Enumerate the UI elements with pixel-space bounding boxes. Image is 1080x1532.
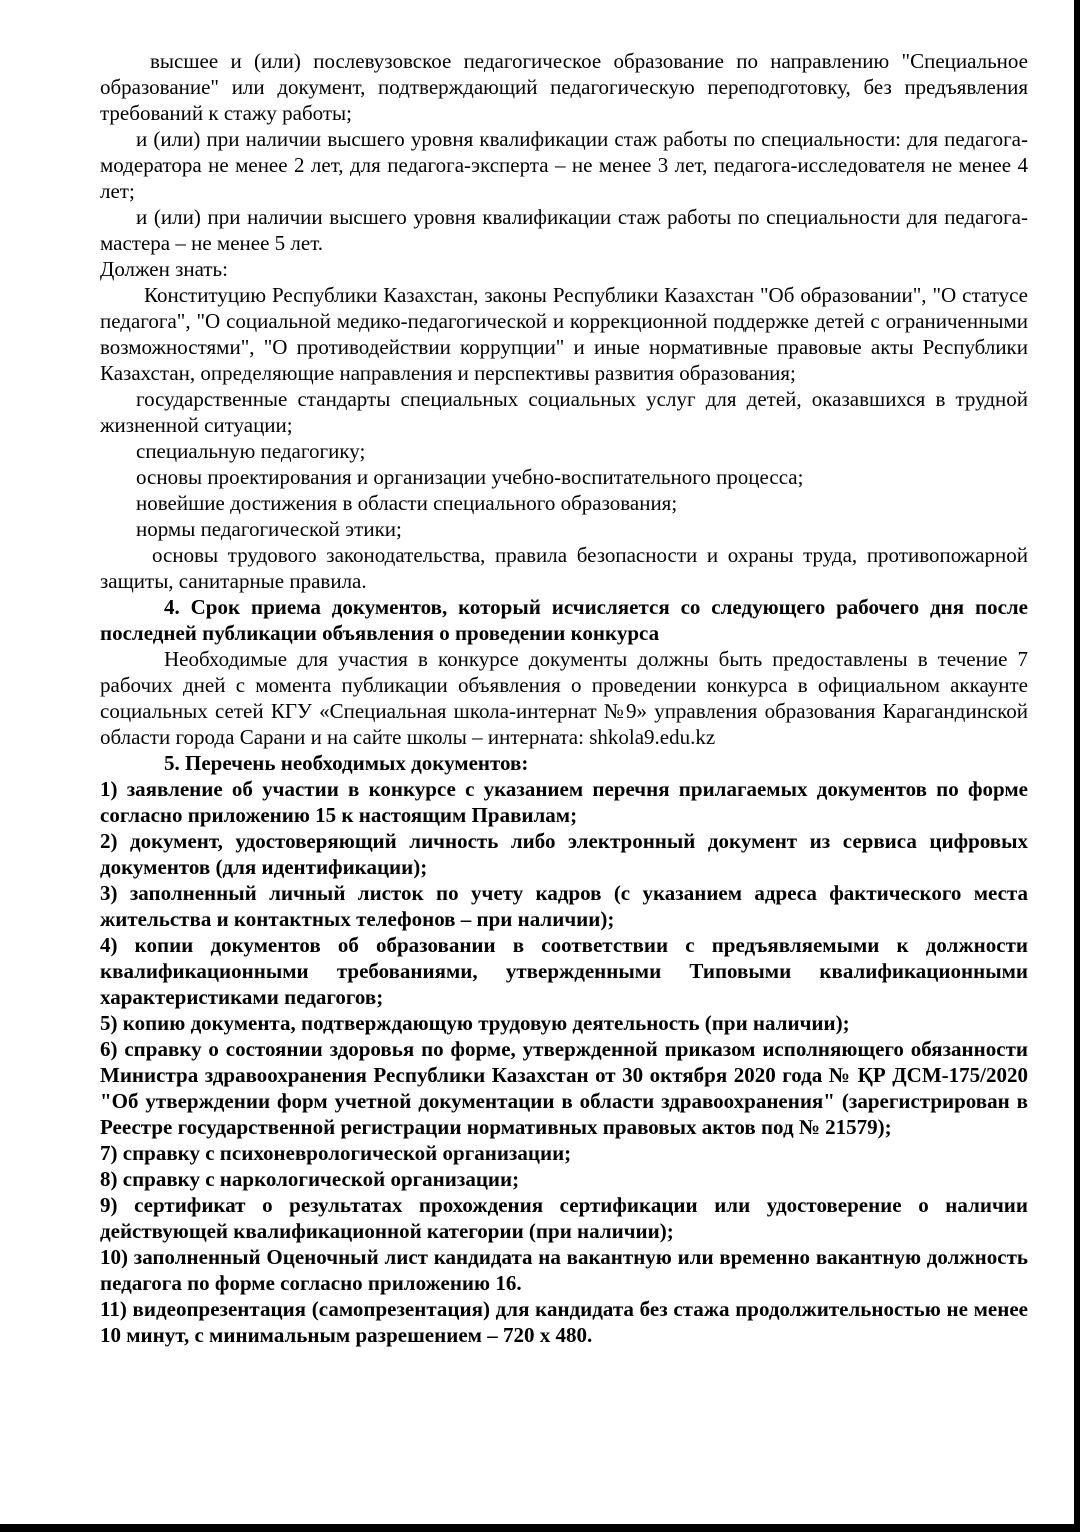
paragraph-special-pedagogy: специальную педагогику; (136, 439, 366, 463)
list-item-psychoneurological: 7) справку с психоневрологической организации; (100, 1141, 572, 1165)
list-item-personnel-sheet: 3) заполненный личный листок по учету кадров (с указанием адреса фактического места жительства и контактных телефонов – при наличии); (100, 881, 1028, 931)
list-item-certificate: 9) сертификат о результатах прохождения сертификации или удостоверение о наличии действующей квалификационной категории (при наличии); (100, 1193, 1028, 1243)
list-item-labor-document: 5) копию документа, подтверждающую трудовую деятельность (при наличии); (100, 1011, 850, 1035)
paragraph-experience-master: и (или) при наличии высшего уровня квалификации стаж работы по специальности для педагога-мастера – не менее 5 лет. (100, 205, 1028, 255)
list-item-application: 1) заявление об участии в конкурсе с указанием перечня прилагаемых документов по форме согласно приложению 15 к настоящим Правилам; (100, 777, 1028, 827)
paragraph-experience-moderator: и (или) при наличии высшего уровня квалификации стаж работы по специальности: для педагога-модератора не менее 2 лет, для педагога-эксперта – не менее 3 лет, педагога-исследователя не менее 4 лет; (100, 127, 1028, 203)
list-item-video-presentation: 11) видеопрезентация (самопрезентация) для кандидата без стажа продолжительностью не менее 10 минут, с минимальным разрешением – 720 х 480. (100, 1297, 1028, 1347)
document-body (100, 48, 1028, 1348)
section-heading-documents: 5. Перечень необходимых документов: (164, 751, 529, 775)
page-edge-bottom (0, 1524, 1080, 1532)
paragraph-process-design: основы проектирования и организации учебно-воспитательного процесса; (136, 465, 804, 489)
list-item-health-certificate: 6) справку о состоянии здоровья по форме, утвержденной приказом исполняющего обязанности Министра здравоохранения Республики Казахстан от 30 октября 2020 года № ҚР ДСМ-175/2020 "Об утверждении форм учетной документации в области здравоохранения" (зарегистрирован в Реестре государственной регистрации нормативных правовых актов под № 21579); (100, 1037, 1028, 1139)
paragraph-education-requirement: высшее и (или) послевузовское педагогическое образование по направлению "Специальное образование" или документ, подтверждающий педагогическую переподготовку, без предъявления требований к стажу работы; (100, 49, 1028, 125)
paragraph-state-standards: государственные стандарты специальных социальных услуг для детей, оказавшихся в трудной жизненной ситуации; (100, 387, 1028, 437)
paragraph-labor-law: основы трудового законодательства, правила безопасности и охраны труда, противопожарной защиты, санитарные правила. (100, 543, 1028, 593)
page-edge-right (1074, 0, 1080, 1532)
list-item-education-copies: 4) копии документов об образовании в соответствии с предъявляемыми к должности квалификационными требованиями, утвержденными Типовыми квалификационными характеристиками педагогов; (100, 933, 1028, 1009)
paragraph-constitution-laws: Конституцию Республики Казахстан, законы Республики Казахстан "Об образовании", "О статусе педагога", "О социальной медико-педагогической и коррекционной поддержке детей с ограниченными возможностями", "О противодействии коррупции" и иные нормативные правовые акты Республики Казахстан, определяющие направления и перспективы развития образования; (100, 283, 1028, 385)
paragraph-latest-achievements: новейшие достижения в области специального образования; (136, 491, 678, 515)
list-item-identity: 2) документ, удостоверяющий личность либо электронный документ из сервиса цифровых документов (для идентификации); (100, 829, 1028, 879)
paragraph-ethics: нормы педагогической этики; (136, 517, 402, 541)
paragraph-must-know-heading: Должен знать: (100, 257, 228, 281)
paragraph-submission-terms: Необходимые для участия в конкурсе документы должны быть предоставлены в течение 7 рабочих дней с момента публикации объявления о проведении конкурса в официальном аккаунте социальных сетей КГУ «Специальная школа-интернат №9» управления образования Карагандинской области города Сарани и на сайте школы – интерната: shkola9.edu.kz (100, 647, 1028, 749)
list-item-narcological: 8) справку с наркологической организации; (100, 1167, 520, 1191)
list-item-evaluation-sheet: 10) заполненный Оценочный лист кандидата на вакантную или временно вакантную должность педагога по форме согласно приложению 16. (100, 1245, 1028, 1295)
section-heading-deadline: 4. Срок приема документов, который исчисляется со следующего рабочего дня после последней публикации объявления о проведении конкурса (100, 595, 1028, 645)
